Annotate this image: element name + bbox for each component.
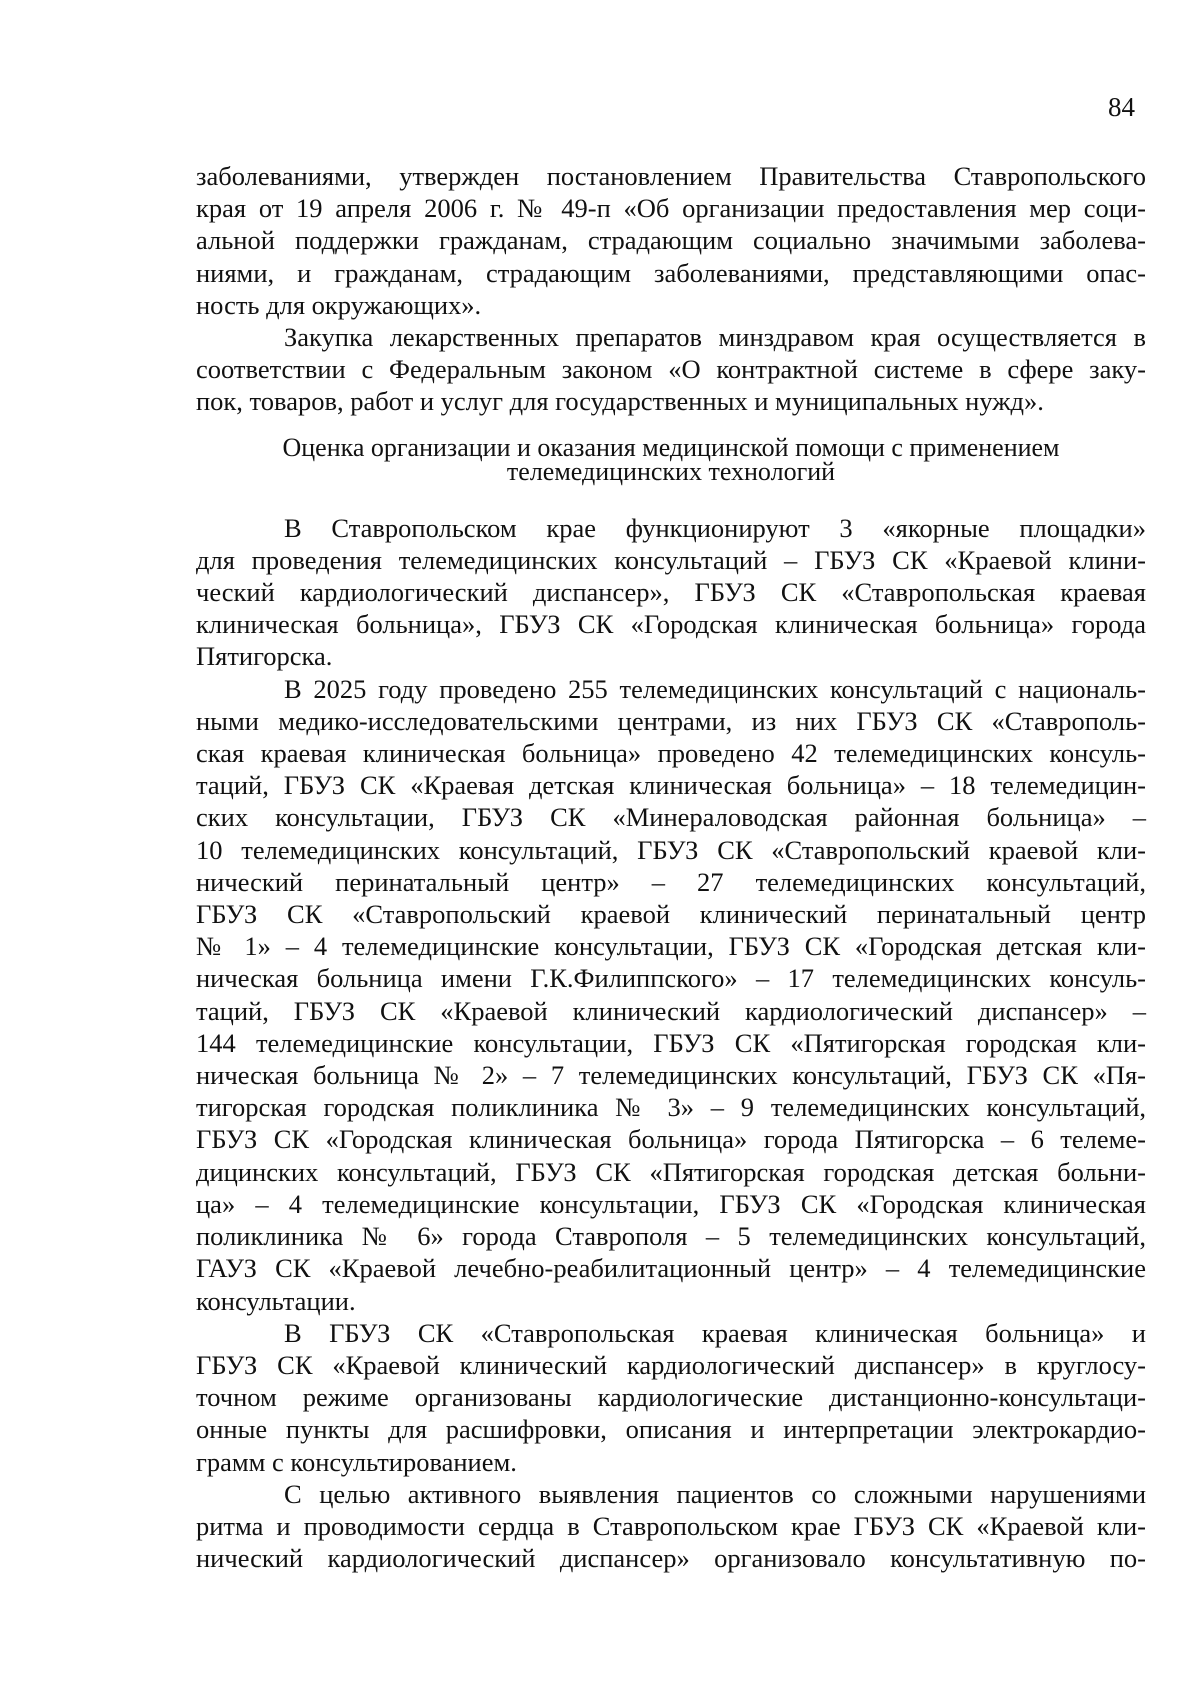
text-line: таций, ГБУЗ СК «Краевой клинический кардиологический диспансер» – (196, 995, 1146, 1026)
text-line: ГБУЗ СК «Ставропольский краевой клинический перинатальный центр (196, 899, 1146, 930)
paragraph-procurement (196, 321, 1146, 418)
text-line: онные пункты для расшифровки, описания и интерпретации электрокардио- (196, 1414, 1146, 1445)
text-line: 144 телемедицинские консультации, ГБУЗ СК «Пятигорская городская кли- (196, 1027, 1146, 1058)
text-line: ническая больница № 2» – 7 телемедицинских консультаций, ГБУЗ СК «Пя- (196, 1060, 1146, 1091)
text-line: ГАУЗ СК «Краевой лечебно-реабилитационный центр» – 4 телемедицинские (196, 1253, 1146, 1284)
document-body (196, 160, 1146, 1574)
text-line: дицинских консультаций, ГБУЗ СК «Пятигорская городская детская больни- (196, 1156, 1146, 1187)
heading-line: телемедицинских технологий (506, 456, 836, 486)
text-line: С целью активного выявления пациентов со сложными нарушениями (284, 1478, 1146, 1509)
text-line: В Ставропольском крае функционируют 3 «якорные площадки» (284, 512, 1146, 543)
text-line: ритма и проводимости сердца в Ставропольском крае ГБУЗ СК «Краевой кли- (196, 1510, 1146, 1541)
text-line: клиническая больница», ГБУЗ СК «Городская клиническая больница» города (196, 609, 1146, 640)
text-line: ских консультации, ГБУЗ СК «Минераловодская районная больница» – (196, 802, 1146, 833)
text-line: ГБУЗ СК «Городская клиническая больница» города Пятигорска – 6 телеме- (196, 1124, 1146, 1155)
page-number: 84 (1108, 92, 1135, 122)
text-line: соответствии с Федеральным законом «О контрактной системе в сфере заку- (196, 354, 1146, 385)
text-line: консультации. (196, 1285, 356, 1316)
paragraph-continuation (196, 160, 1146, 321)
text-line: заболеваниями, утвержден постановлением Правительства Ставропольского (196, 161, 1146, 191)
paragraph-anchor-sites (196, 512, 1146, 673)
text-line: ческий кардиологический диспансер», ГБУЗ СК «Ставропольская краевая (196, 577, 1146, 608)
text-line: В ГБУЗ СК «Ставропольская краевая клиническая больница» и (284, 1317, 1146, 1348)
text-line: нический кардиологический диспансер» организовало консультативную по- (196, 1543, 1146, 1574)
text-line: ными медико-исследовательскими центрами, из них ГБУЗ СК «Ставрополь- (196, 705, 1146, 736)
text-line: ническая больница имени Г.К.Филиппского» – 17 телемедицинских консуль- (196, 963, 1146, 994)
text-line: пок, товаров, работ и услуг для государственных и муниципальных нужд». (196, 386, 1044, 417)
text-line: альной поддержки гражданам, страдающим социально значимыми заболева- (196, 225, 1146, 256)
text-line: В 2025 году проведено 255 телемедицинских консультаций с националь- (284, 673, 1146, 704)
text-line: поликлиника № 6» города Ставрополя – 5 телемедицинских консультаций, (196, 1221, 1146, 1252)
text-line: ца» – 4 телемедицинские консультации, ГБУЗ СК «Городская клиническая (196, 1188, 1146, 1219)
text-line: для проведения телемедицинских консультаций – ГБУЗ СК «Краевой клини- (196, 544, 1146, 575)
text-line: таций, ГБУЗ СК «Краевая детская клиническая больница» – 18 телемедицин- (196, 770, 1146, 801)
text-line: ГБУЗ СК «Краевой клинический кардиологический диспансер» в круглосу- (196, 1349, 1146, 1380)
paragraph-arrhythmia (196, 1478, 1146, 1575)
section-heading (196, 432, 1146, 486)
text-line: грамм с консультированием. (196, 1446, 517, 1477)
text-line: ниями, и гражданам, страдающим заболеваниями, представляющими опас- (196, 257, 1146, 288)
paragraph-ecg-points (196, 1317, 1146, 1478)
text-line: края от 19 апреля 2006 г. № 49-п «Об организации предоставления мер соци- (196, 193, 1146, 224)
text-line: № 1» – 4 телемедицинские консультации, ГБУЗ СК «Городская детская кли- (196, 931, 1146, 962)
text-line: точном режиме организованы кардиологические дистанционно-консультаци- (196, 1382, 1146, 1413)
text-line: Пятигорска. (196, 641, 333, 672)
text-line: нический перинатальный центр» – 27 телемедицинских консультаций, (196, 866, 1146, 897)
text-line: ская краевая клиническая больница» проведено 42 телемедицинских консуль- (196, 738, 1146, 769)
text-line: 10 телемедицинских консультаций, ГБУЗ СК «Ставропольский краевой кли- (196, 834, 1146, 865)
heading-line: Оценка организации и оказания медицинской помощи с применением (282, 432, 1060, 462)
paragraph-consultations-2025 (196, 673, 1146, 1317)
text-line: Закупка лекарственных препаратов минздравом края осуществляется в (284, 322, 1146, 353)
text-line: тигорская городская поликлиника № 3» – 9 телемедицинских консультаций, (196, 1092, 1146, 1123)
text-line: ность для окружающих». (196, 289, 482, 320)
